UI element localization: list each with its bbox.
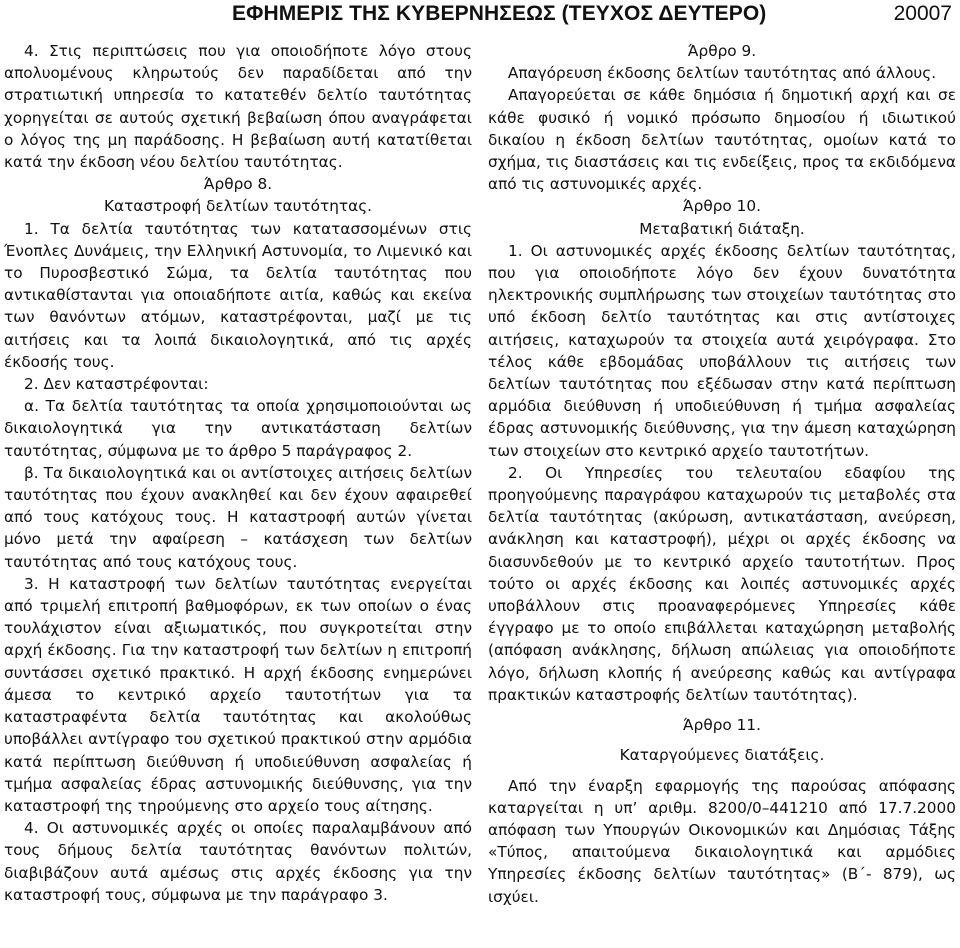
paragraph-4: 4. Στις περιπτώσεις που για οποιοδήποτε λόγο στους απολυομένους κληρωτούς δεν παραδίδεται από την στρατιωτική υπηρεσία το κατατεθέν δελτίο ταυτότητας χορηγείται σε αυτούς σχετική βεβαίωση όπου αναγράφεται ο λόγος της μη παράδοσης. Η βεβαίωση αυτή κατατίθεται κατά την έκδοση νέου δελτίου ταυτότητας. bbox=[4, 42, 472, 172]
article-8-paragraph-4: 4. Οι αστυνομικές αρχές οι οποίες παραλαμβάνουν από τους δήμους δελτία ταυτότητας θανόντων πολιτών, διαβιβάζουν αυτά αμέσως στις αρχές έκδοσης για την καταστροφή τους, σύμφωνα με την παράγραφο 3. bbox=[4, 819, 472, 904]
article-10-heading: Άρθρο 10. bbox=[683, 197, 761, 216]
right-column bbox=[488, 40, 956, 908]
article-9-title: Απαγόρευση έκδοσης δελτίων ταυτότητας από άλλους. bbox=[507, 64, 937, 83]
article-11-heading: Άρθρο 11. bbox=[683, 716, 761, 735]
article-8-paragraph-1: 1. Τα δελτία ταυτότητας των κατατασσομένων στις Ένοπλες Δυνάμεις, την Ελληνική Αστυνομία, το Λιμενικό και το Πυροσβεστικό Σώμα, τα δελτία ταυτότητας που αντικαθίστανται για οποιαδήποτε αιτία, καθώς και εκείνα των θανόντων ατόμων, καταστρέφονται, μαζί με τις αιτήσεις και τα λοιπά δικαιολογητικά, από τις αρχές έκδοσής τους. bbox=[4, 219, 472, 371]
article-8-paragraph-3: 3. Η καταστροφή των δελτίων ταυτότητας ενεργείται από τριμελή επιτροπή βαθμοφόρων, εκ των οποίων ο ένας τουλάχιστον είναι αξιωματικός, που συγκροτείται στην αρχή έκδοσης. Για την καταστροφή των δελτίων η επιτροπή συντάσσει σχετικό πρακτικό. Η αρχή έκδοσης ενημερώνει άμεσα το κεντρικό αρχείο ταυτοτήτων για τα καταστραφέντα δελτία ταυτότητας και ακολούθως υποβάλλει αντίγραφο του σχετικού πρακτικού στην αρμόδια κατά περίπτωση διεύθυνση ή υποδιεύθυνση ασφαλείας ή τμήμα ασφαλείας έδρας αστυνομικής διεύθυνσης, για την καταστροφή της τηρούμενης στο αρχείο τους αίτησης. bbox=[4, 574, 472, 815]
article-8-paragraph-2a: α. Τα δελτία ταυτότητας τα οποία χρησιμοποιούνται ως δικαιολογητικά για την αντικατάσταση δελτίων ταυτότητας, σύμφωνα με το άρθρο 5 παράγραφος 2. bbox=[4, 397, 472, 460]
page-header bbox=[0, 0, 960, 32]
article-10-paragraph-2: 2. Οι Υπηρεσίες του τελευταίου εδαφίου της προηγούμενης παραγράφου καταχωρούν τις μεταβολές στα δελτία ταυτότητας (ακύρωση, αντικατάσταση, ανεύρεση, ανάκληση και καταστροφή), μέχρι οι αρχές έκδοσης να διασυνδεθούν με το κεντρικό αρχείο ταυτοτήτων. Προς τούτο οι αρχές έκδοσης και λοιπές αστυνομικές αρχές υποβάλλουν στις προαναφερόμενες Υπηρεσίες κάθε έγγραφο με το οποίο επιβάλλεται καταχώρηση μεταβολής (απόφαση ανάκλησης, δήλωση απώλειας για οποιοδήποτε λόγο, δήλωση κλοπής ή ανεύρεσης καθώς και αντίγραφα πρακτικών καταστροφής δελτίων ταυτότητας). bbox=[488, 463, 956, 704]
article-8-heading: Άρθρο 8. bbox=[203, 175, 273, 194]
article-11-paragraph: Από την έναρξη εφαρμογής της παρούσας απόφασης καταργείται η υπ’ αριθμ. 8200/0–441210 από 17.7.2000 απόφαση των Υπουργών Οικονομικών και Δημόσιας Τάξης «Τύπος, απαιτούμενα δικαιολογητικά και αρμόδιες Υπηρεσίες έκδοσης δελτίων ταυτότητας» (Β΄- 879), ως ισχύει. bbox=[488, 776, 956, 906]
article-8-paragraph-2b: β. Τα δικαιολογητικά και οι αντίστοιχες αιτήσεις δελτίων ταυτότητας που έχουν ανακληθεί και δεν έχουν αφαιρεθεί από τους κατόχους τους. Η καταστροφή αυτών γίνεται μόνο μετά την αφαίρεση – κατάσχεση των δελτίων ταυτότητας από τους κατόχους τους. bbox=[4, 463, 472, 571]
article-10-paragraph-1: 1. Οι αστυνομικές αρχές έκδοσης δελτίων ταυτότητας, που για οποιοδήποτε λόγο δεν έχουν δυνατότητα ηλεκτρονικής συμπλήρωσης των στοιχείων ταυτότητας στο υπό έκδοση δελτίο ταυτότητας και στις αντίστοιχες αιτήσεις, καταχωρούν τα στοιχεία αυτά χειρόγραφα. Στο τέλος κάθε εβδομάδας υποβάλλουν τις αιτήσεις των δελτίων ταυτότητας που εξέδωσαν στην κατά περίπτωση αρμόδια διεύθυνση ή υποδιεύθυνση ή τμήμα ασφαλείας έδρας αστυνομικής διεύθυνσης, για την άμεση καταχώρηση των στοιχείων στο κεντρικό αρχείο ταυτοτήτων. bbox=[488, 241, 956, 460]
article-8-title: Καταστροφή δελτίων ταυτότητας. bbox=[103, 197, 373, 216]
article-9-paragraph: Απαγορεύεται σε κάθε δημόσια ή δημοτική αρχή και σε κάθε φυσικό ή νομικό πρόσωπο δημοσίου ή ιδιωτικού δικαίου η έκδοση δελτίων ταυτότητας, ομοίων κατά το σχήμα, τις διαστάσεις και τις ενδείξεις, προς τα εκδιδόμενα από τις αστυνομικές αρχές. bbox=[488, 86, 956, 194]
page-number: 20007 bbox=[893, 2, 952, 25]
spacer bbox=[488, 706, 956, 714]
article-8-paragraph-2: 2. Δεν καταστρέφονται: bbox=[24, 375, 209, 394]
spacer bbox=[488, 767, 956, 775]
spacer bbox=[488, 736, 956, 744]
article-11-title: Καταργούμενες διατάξεις. bbox=[619, 746, 825, 765]
left-column bbox=[4, 40, 472, 906]
article-9-heading: Άρθρο 9. bbox=[687, 42, 757, 60]
gazette-title: ΕΦΗΜΕΡΙΣ ΤΗΣ ΚΥΒΕΡΝΗΣΕΩΣ (ΤΕΥΧΟΣ ΔΕΥΤΕΡΟ) bbox=[232, 2, 767, 25]
article-10-title: Μεταβατική διάταξη. bbox=[639, 219, 805, 238]
